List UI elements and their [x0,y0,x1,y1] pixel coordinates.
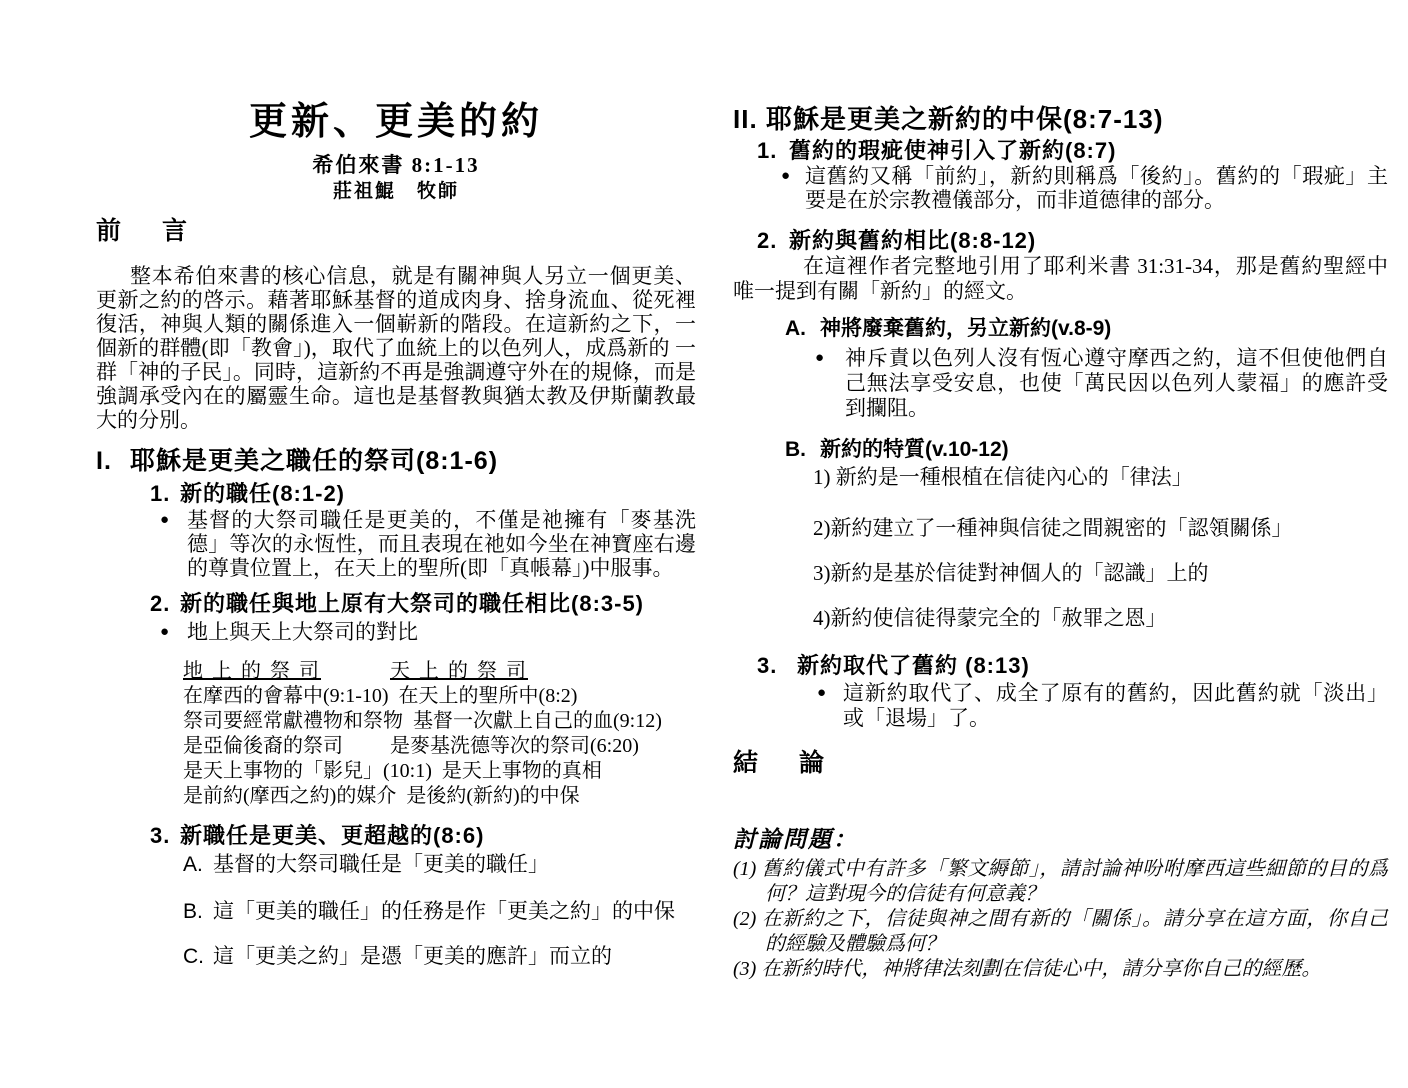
subsection-i-3-heading [150,822,696,850]
point-b-number: B. [785,438,806,461]
table-row [183,734,696,759]
discussion-heading: 討論問題： [733,827,858,852]
document-title: 更新、更美的約 [248,101,543,143]
conclusion-heading: 結 論 [733,750,833,777]
bullet-text: 地上與天上大祭司的對比 [187,620,418,644]
table-header-heavenly-cell [390,658,597,684]
point-b-title: 新約的特質(v.10-12) [820,438,1009,461]
list-item-c-number: C. [183,945,204,968]
subsection-i-2-number: 2. [150,591,171,616]
section-i-heading [96,446,696,476]
subsection-i-3-title: 新職任是更美、更超越的(8:6) [180,823,485,848]
list-item-a-text: 基督的大祭司職任是「更美的職任」 [213,852,549,876]
subsection-ii-2-heading [757,228,1388,254]
bullet-item [817,681,1388,731]
discussion-question-1: (1) 舊約儀式中有許多「繁文縟節」，請討論神吩咐摩西這些細節的目的爲何？這對現今的信徒有何意義？ [733,858,1388,905]
trait-item-2: 2)新約建立了一種神與信徒之間親密的「認領關係」 [813,516,1293,540]
bullet-item [160,508,696,580]
section-ii-heading [733,102,1388,136]
trait-item-3: 3)新約是基於信徒對神個人的「認識」上的 [813,561,1209,585]
subsection-ii-2-title: 新約與舊約相比(8:8-12) [789,228,1037,253]
table-row [183,709,696,734]
table-header-earthly-cell [183,658,390,684]
bullet-text: 這新約取代了、成全了原有的舊約，因此舊約就「淡出」或「退場」了。 [843,681,1388,730]
column-right [733,0,1388,982]
table-row [183,759,696,784]
subsection-i-3-number: 3. [150,823,171,848]
jeremiah-quote-paragraph: 在這裡作者完整地引用了耶利米書 31:31-34，那是舊約聖經中唯一提到有關「新約」的經文。 [733,254,1388,303]
subsection-ii-2-number: 2. [757,228,778,253]
discussion-question-2: (2) 在新約之下，信徒與神之間有新的「關係」。請分享在這方面，你自己的經驗及體驗爲何？ [733,908,1388,955]
table-cell-heavenly: 在天上的聖所中(8:2) [398,685,578,707]
table-cell-heavenly: 基督一次獻上自己的血(9:12) [413,710,662,732]
bullet-text: 神斥責以色列人沒有恆心遵守摩西之約，這不但使他們自己無法享受安息，也使「萬民因以色列人蒙福」的應許受到攔阻。 [845,346,1388,420]
table-row [183,784,696,809]
section-i-title: 耶穌是更美之職任的祭司(8:1-6) [130,447,499,475]
point-b-heading [785,437,1388,463]
subsection-ii-1-number: 1. [757,138,778,163]
subsection-ii-1-heading [757,138,1388,164]
foreword-paragraph: 整本希伯來書的核心信息，就是有關神與人另立一個更美、更新之約的啓示。藉著耶穌基督的道成肉身、捨身流血、從死裡復活，神與人類的關係進入一個嶄新的階段。在這新約之下，一個新的群體(即「教會」)，取代了血統上的以色列人，成爲新的 一群「神的子民」。同時，這新約不再是強調遵守外在的規條，而是強調承受內在的屬靈生命。這也是基督教與猶太教及伊斯蘭教最大的分別。 [96,264,696,432]
section-ii-title: 耶穌是更美之新約的中保(8:7-13) [766,104,1164,134]
list-item-b-text: 這「更美的職任」的任務是作「更美之約」的中保 [213,899,675,923]
table-cell-heavenly: 是後約(新約)的中保 [406,785,580,807]
subsection-i-2-heading [150,590,696,618]
comparison-table [183,658,696,809]
table-header-row [183,658,696,684]
bullet-icon: ● [817,685,827,701]
list-item-b [183,899,696,924]
table-cell-heavenly: 是天上事物的真相 [441,760,602,782]
table-cell-earthly: 是前約(摩西之約)的媒介 [183,785,397,807]
table-header-earthly: 地 上 的 祭 司 [183,660,321,682]
document-subtitle: 希伯來書 8:1-13 [312,153,480,177]
discussion-question-3: (3) 在新約時代，神將律法刻劃在信徒心中，請分享你自己的經歷。 [733,958,1322,980]
bullet-icon: ● [160,512,170,528]
bullet-icon: ● [815,350,825,366]
bullet-item [160,620,696,644]
section-ii-number: II. [733,104,758,134]
table-cell-earthly: 是亞倫後裔的祭司 [183,735,343,757]
list-item-a [183,852,696,877]
table-cell-earthly: 祭司要經常獻禮物和祭物 [183,710,403,732]
table-cell-heavenly: 是麥基洗德等次的祭司(6:20) [390,735,639,757]
table-header-heavenly: 天 上 的 祭 司 [390,660,528,682]
bullet-text: 基督的大祭司職任是更美的，不僅是祂擁有「麥基洗德」等次的永恆性，而且表現在祂如今坐在神寶座右邊的尊貴位置上，在天上的聖所(即「真帳幕」)中服事。 [187,508,696,580]
section-i-number: I. [96,447,112,475]
bullet-icon: ● [160,624,170,640]
table-cell-earthly: 在摩西的會幕中(9:1-10) [183,685,389,707]
point-a-number: A. [785,317,806,340]
list-item-c-text: 這「更美之約」是憑「更美的應許」而立的 [213,944,612,968]
subsection-i-1-title: 新的職任(8:1-2) [180,481,346,506]
list-item-a-number: A. [183,853,203,876]
bullet-icon: ● [781,168,791,184]
bullet-item [815,346,1388,421]
foreword-heading: 前 言 [96,218,196,245]
bullet-text: 這舊約又稱「前約」，新約則稱爲「後約」。舊約的「瑕疵」主要是在於宗教禮儀部分，而非道德律的部分。 [805,164,1388,212]
subsection-i-1-heading [150,480,696,508]
subsection-i-2-title: 新的職任與地上原有大祭司的職任相比(8:3-5) [180,591,645,616]
subsection-ii-3-number: 3. [757,653,778,678]
point-a-heading [785,316,1388,342]
column-left [96,0,696,969]
trait-item-4: 4)新約使信徒得蒙完全的「赦罪之恩」 [813,606,1167,630]
trait-item-1: 1) 新約是一種根植在信徒內心的「律法」 [813,465,1193,489]
document-author: 莊祖鯤 牧師 [332,181,459,202]
subsection-ii-3-title: 新約取代了舊約 (8:13) [797,653,1030,678]
list-item-c [183,944,696,969]
covenant-traits-list [813,465,1388,631]
table-row [183,684,696,709]
subsection-ii-1-title: 舊約的瑕疵使神引入了新約(8:7) [789,138,1117,163]
table-cell-earthly: 是天上事物的「影兒」(10:1) [183,760,432,782]
list-item-b-number: B. [183,900,203,923]
subsection-i-1-number: 1. [150,481,171,506]
subsection-ii-3-heading [757,653,1388,679]
point-a-title: 神將廢棄舊約，另立新約(v.8-9) [820,317,1112,340]
bullet-item [781,164,1388,212]
